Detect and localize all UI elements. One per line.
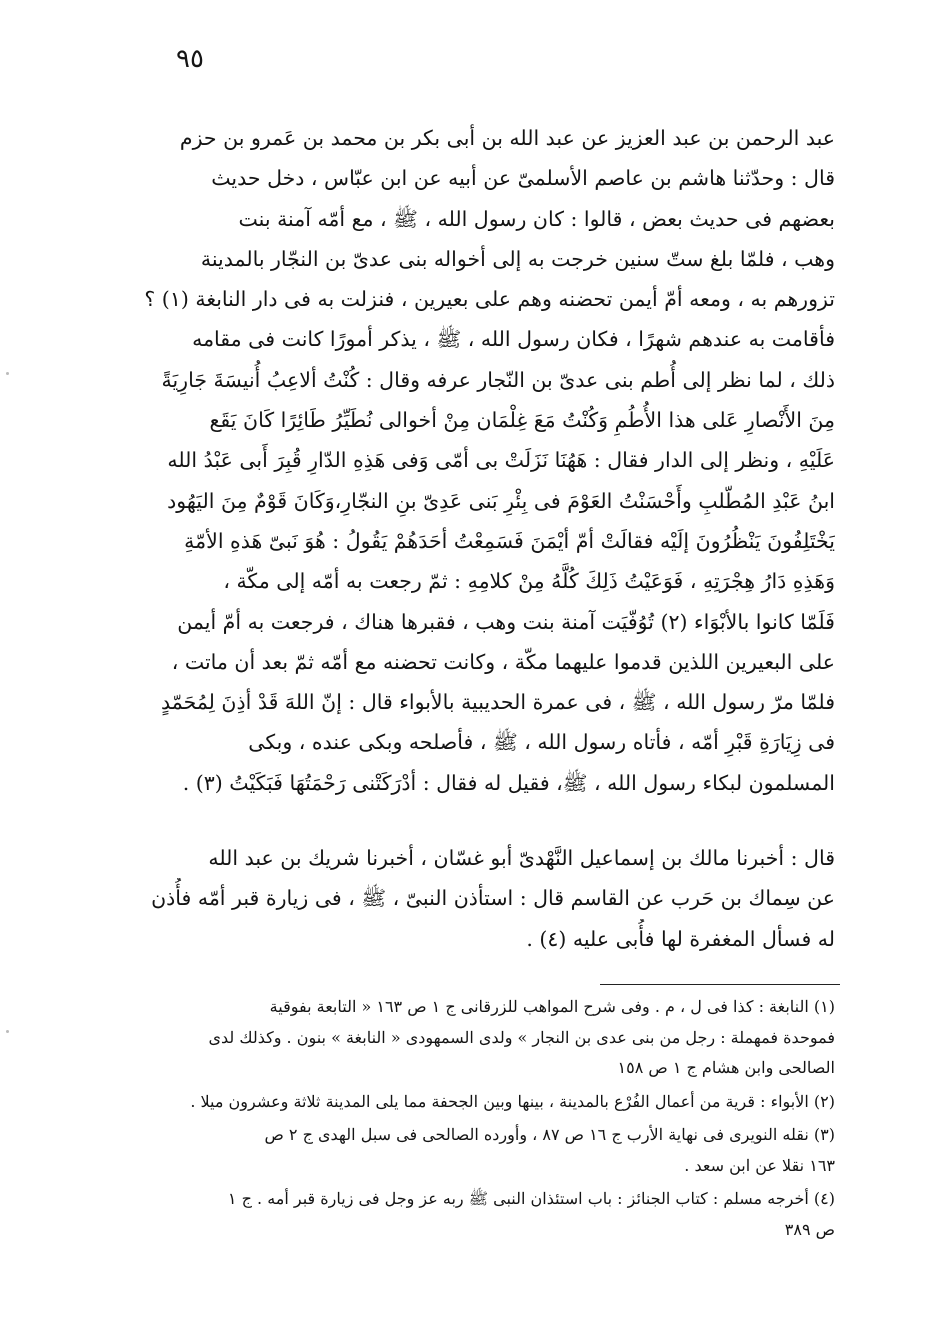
footnote-divider <box>600 984 840 985</box>
text-line: فأقامت به عندهم شهرًا ، فكان رسول الله ، ﷺ ، يذكر أمورًا كانت فى مقامه <box>192 327 835 352</box>
text-line: يَخْتَلِفُونَ يَنْظُرُونَ إلَيْه فقالَتْ أمّ أيْمَنَ فَسَمِعْتُ أحَدَهُمْ يَقُولُ : هُوَ نَبىّ هَذهِ الأمّةِ <box>184 528 835 553</box>
text-line: فَلَمّا كانوا بالأبْوَاء (٢) تُوُفّيَت آمنة بنت وهب ، فقبرها هناك ، فرجعت به أمّ أيمن <box>177 609 835 634</box>
text-line: فلمّا مرّ رسول الله ، ﷺ ، فى عمرة الحديبية بالأبواء قال : إنّ اللهَ قَدْ أذِنَ لِمُحَمّدٍ <box>160 690 835 715</box>
footnote-line: (٣) نقله النويرى فى نهاية الأرب ج ١٦ ص ٨٧ ، وأورده الصالحى فى سبل الهدى ج ٢ ص <box>264 1125 835 1144</box>
text-line: وَهَذِهِ دَارُ هِجْرَتِهِ ، فَوَعَيْتُ ذَلِكَ كُلَّهُ مِنْ كلامِهِ : ثمّ رجعت به أمّه إلى مكّة ، <box>223 569 835 594</box>
text-line: مِنَ الأَنْصارِ عَلى هذا الأُطُمِ وَكُنْتُ مَعَ غِلْمَان مِنْ أخوالى نُطَيِّرُ طَائِرًا كَانَ يَقَع <box>209 408 835 433</box>
text-line: بعضهم فى حديث بعض ، قالوا : كان رسول الله ، ﷺ ، مع أمّه آمنة بنت <box>238 206 835 231</box>
footnote-1 <box>134 992 835 1084</box>
text-line: ابنُ عَبْدِ المُطّلبِ وأَحْسَنْتُ العَوْمَ فى بِئْرِ بَنى عَدِىّ بنِ النجّارِ،وَكَانَ قَوْمٌ مِنَ اليَهُود <box>167 488 835 513</box>
footnote-2 <box>134 1087 835 1118</box>
text-line: عن سِماك بن حَرب عن القاسم قال : استأذن النبىّ ، ﷺ ، فى زيارة قبر أمّه فأُذن <box>151 886 835 911</box>
page-number: ٩٥ <box>176 44 204 74</box>
footnote-line: الصالحى وابن هشام ج ١ ص ١٥٨ <box>617 1058 835 1077</box>
text-line: تزورهم به ، ومعه أمّ أيمن تحضنه وهم على بعيرين ، فنزلت به فى دار النابغة (١) ؟ <box>144 287 835 312</box>
footnote-line: ص ٣٨٩ <box>784 1219 835 1239</box>
footnote-line: (١) النابغة : كذا فى ل ، م . وفى شرح المواهب للزرقانى ج ١ ص ١٦٣ « التابعة بفوقية <box>269 997 835 1016</box>
text-line: قال : أخبرنا مالك بن إسماعيل النَّهْدىّ أبو غسّان ، أخبرنا شريك بن عبد الله <box>208 846 835 870</box>
text-line: على البعيرين اللذين قدموا عليهما مكّة ، وكانت تحضنه مع أمّه ثمّ بعد أن ماتت ، <box>171 649 835 674</box>
scan-speck <box>6 1030 9 1033</box>
second-paragraph <box>134 838 835 959</box>
text-line: عبد الرحمن بن عبد العزيز عن عبد الله بن أبى بكر بن محمد بن عَمرو بن حزم <box>179 126 835 150</box>
footnote-line: (٢) الأبواء : قرية من أعمال الفُرْع بالمدينة ، بينها وبين الجحفة مما يلى المدينة ثلاثة وعشرون ميلا . <box>190 1091 835 1111</box>
main-paragraph <box>134 118 835 803</box>
footnote-3 <box>134 1120 835 1181</box>
text-line: له فسأل المغفرة لها فأُبى عليه (٤) . <box>526 926 835 951</box>
text-line: المسلمون لبكاء رسول الله ، ﷺ، فقيل له فقال : أدْرَكَتْنى رَحْمَتُهَا فَبَكَيْتُ (٣) . <box>182 770 835 795</box>
text-line: عَلَيْهِ ، ونظر إلى الدار فقال : هَهُنَا نَزَلَتْ بى أمّى وَفى هَذِهِ الدّارِ قُبِرَ أَبى عَبْدُ الله <box>167 448 835 473</box>
text-line: فى زِيَارَةِ قَبْرِ أمّه ، فأتاه رسول الله ، ﷺ ، فأصلحه وبكى عنده ، وبكى <box>248 730 835 755</box>
footnote-line: (٤) أخرجه مسلم : كتاب الجنائز : باب استئذان النبى ﷺ ربه عز وجل فى زيارة قبر أمه . ج ١ <box>227 1189 835 1208</box>
scan-speck <box>6 372 9 375</box>
footnote-4 <box>134 1184 835 1245</box>
text-line: قال : وحدّثنا هاشم بن عاصم الأسلمىّ عن أبيه عن ابن عبّاس ، دخل حديث <box>211 166 835 191</box>
footnotes <box>134 992 835 1248</box>
text-line: ذلك ، لما نظر إلى أُطم بنى عدىّ بن النّجار عرفه وقال : كُنْتُ ألاعِبُ أُنيسَةَ جَارِيَةً <box>161 367 835 392</box>
footnote-line: فموحدة فمهملة : رجل من بنى عدى بن النجار » ولدى السمهودى « النابغة » بنون . وكذلك لدى <box>208 1027 835 1047</box>
footnote-line: ١٦٣ نقلا عن ابن سعد . <box>684 1155 835 1175</box>
text-line: وهب ، فلمّا بلغ ستّ سنين خرجت به إلى أخواله بنى عدىّ بن النجّار بالمدينة <box>200 246 835 271</box>
